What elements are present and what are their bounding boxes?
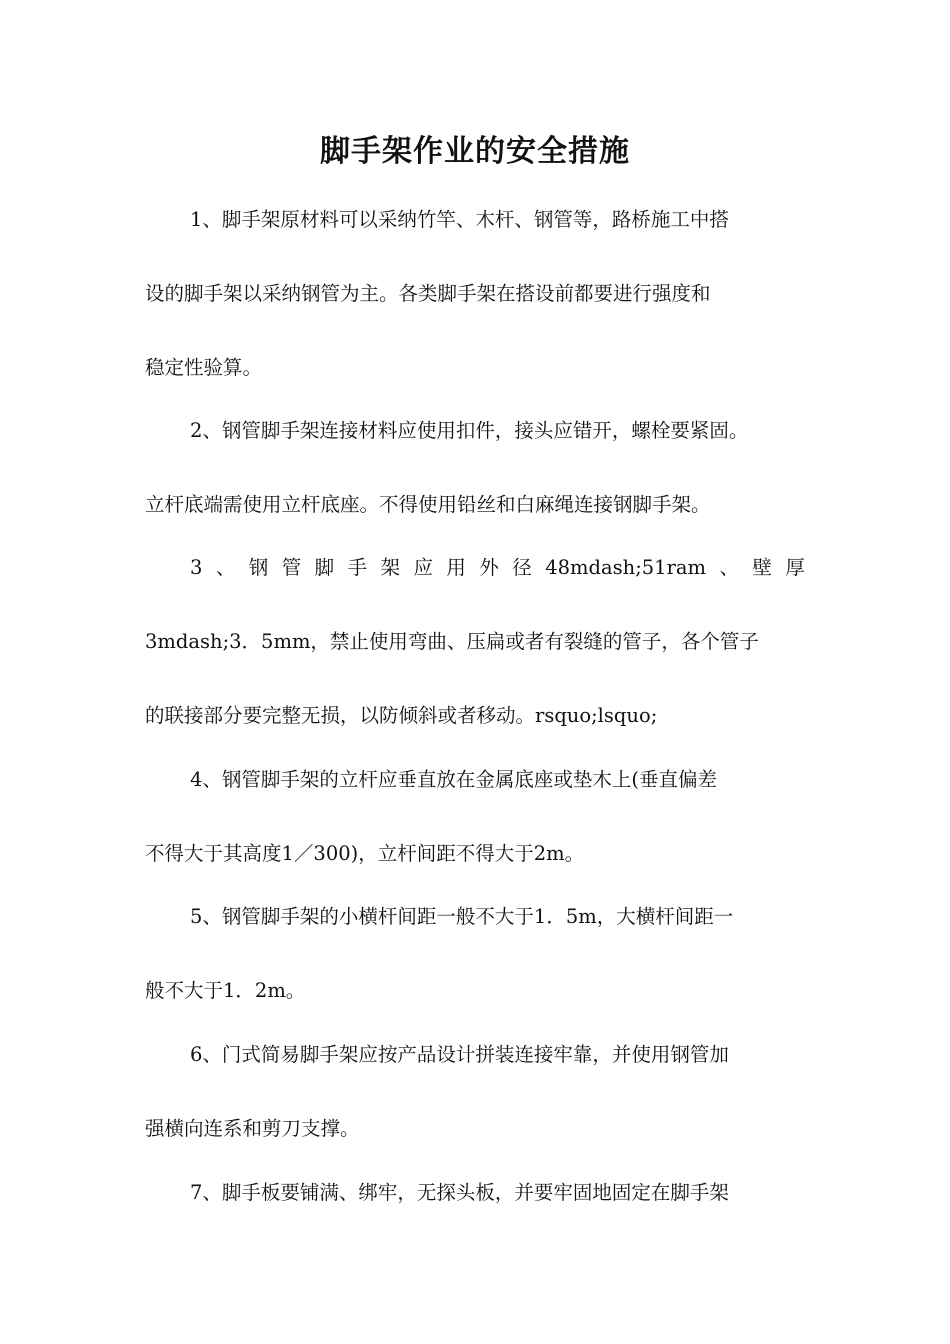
line-segment: 钢 — [248, 556, 269, 579]
paragraph-line: 般不大于1．2m。 — [145, 979, 306, 1002]
paragraph-line: 2、钢管脚手架连接材料应使用扣件，接头应错开，螺栓要紧固。 — [190, 419, 749, 442]
paragraph-line: 5、钢管脚手架的小横杆间距一般不大于1．5m，大横杆间距一 — [190, 905, 734, 928]
paragraph-line: 3mdash;3．5mm，禁止使用弯曲、压扁或者有裂缝的管子，各个管子 — [145, 630, 759, 653]
line-segment: 管 — [281, 556, 302, 579]
line-segment: 用 — [446, 556, 466, 579]
line-segment: 48mdash;51ram — [545, 556, 707, 579]
line-segment: 3 — [190, 556, 203, 579]
paragraph-line: 1、脚手架原材料可以采纳竹竿、木杆、钢管等，路桥施工中搭 — [190, 208, 729, 231]
line-segment: 手 — [347, 556, 368, 579]
paragraph-line: 6、门式简易脚手架应按产品设计拼装连接牢靠，并使用钢管加 — [190, 1043, 729, 1066]
paragraph-line: 设的脚手架以采纳钢管为主。各类脚手架在搭设前都要进行强度和 — [145, 282, 711, 305]
line-segment: 脚 — [314, 556, 335, 579]
line-segment: 应 — [413, 556, 433, 579]
paragraph-line: 不得大于其高度1／300)，立杆间距不得大于2m。 — [145, 842, 585, 865]
line-segment: 厚 — [785, 556, 805, 579]
line-segment: 架 — [380, 556, 401, 579]
paragraph-line: 强横向连系和剪刀支撑。 — [145, 1117, 360, 1140]
paragraph-line: 的联接部分要完整无损，以防倾斜或者移动。rsquo;lsquo; — [145, 704, 658, 727]
line-segment: 外 — [479, 556, 499, 579]
paragraph-line: 7、脚手板要铺满、绑牢，无探头板，并要牢固地固定在脚手架 — [190, 1181, 729, 1204]
line-segment: 径 — [512, 556, 532, 579]
line-segment: 壁 — [752, 556, 772, 579]
paragraph-line: 稳定性验算。 — [145, 356, 263, 379]
paragraph-line-justified — [190, 553, 805, 583]
line-segment: 、 — [215, 556, 236, 579]
paragraph-line: 立杆底端需使用立杆底座。不得使用铅丝和白麻绳连接钢脚手架。 — [145, 493, 711, 516]
paragraph-line: 4、钢管脚手架的立杆应垂直放在金属底座或垫木上(垂直偏差 — [190, 768, 718, 791]
line-segment: 、 — [719, 556, 739, 579]
document-title: 脚手架作业的安全措施 — [320, 134, 630, 169]
